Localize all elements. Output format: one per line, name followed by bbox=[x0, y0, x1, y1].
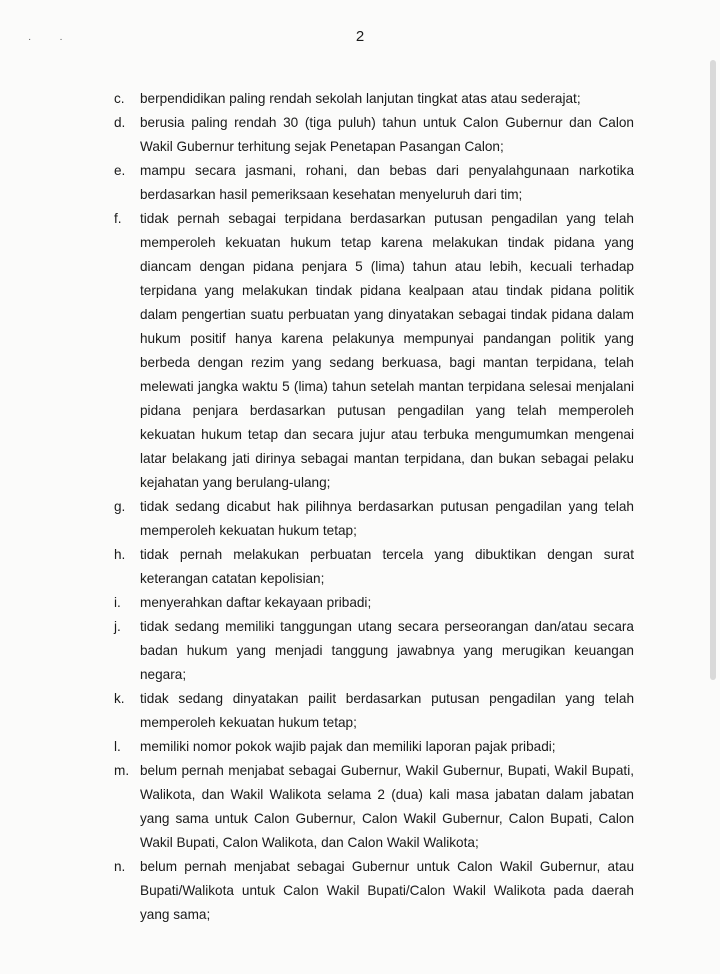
text-line: tidak sedang memiliki tanggungan utang secara perseorangan dan/atau secara bbox=[140, 619, 634, 634]
list-item-marker: j. bbox=[114, 619, 121, 634]
list-item-text bbox=[140, 855, 634, 927]
list-item bbox=[114, 111, 634, 159]
list-item-marker: n. bbox=[114, 859, 126, 874]
text-line: Walikota, dan Wakil Walikota selama 2 (dua) kali masa jabatan dalam jabatan bbox=[140, 787, 634, 802]
list-item-text bbox=[140, 759, 634, 855]
text-line: tidak sedang dicabut hak pilihnya berdasarkan putusan pengadilan yang telah bbox=[140, 499, 634, 514]
list-item-marker: m. bbox=[114, 763, 130, 778]
text-line: yang sama untuk Calon Gubernur, Calon Wakil Gubernur, Calon Bupati, Calon bbox=[140, 811, 634, 826]
text-line: melewati jangka waktu 5 (lima) tahun setelah mantan terpidana selesai menjalani bbox=[140, 379, 634, 394]
text-line: belum pernah menjabat sebagai Gubernur untuk Calon Wakil Gubernur, atau bbox=[140, 859, 634, 874]
scrollbar[interactable] bbox=[710, 60, 716, 680]
text-line: terpidana yang melakukan tindak pidana kealpaan atau tindak pidana politik bbox=[140, 283, 634, 298]
list-item bbox=[114, 543, 634, 591]
list-item bbox=[114, 615, 634, 687]
text-line: kekuatan hukum tetap dan secara jujur atau terbuka mengumumkan mengenai bbox=[140, 427, 634, 442]
list-item bbox=[114, 207, 634, 495]
list-item-text bbox=[140, 495, 634, 543]
text-line: badan hukum yang menjadi tanggung jawabnya yang merugikan keuangan bbox=[140, 643, 634, 658]
text-line: memperoleh kekuatan hukum tetap; bbox=[140, 715, 357, 730]
text-line: memperoleh kekuatan hukum tetap karena melakukan tindak pidana yang bbox=[140, 235, 634, 250]
list-item-marker: g. bbox=[114, 499, 126, 514]
list-item-text bbox=[140, 687, 634, 735]
list-item-marker: k. bbox=[114, 691, 125, 706]
list-item-marker: f. bbox=[114, 211, 122, 226]
list-item bbox=[114, 591, 634, 615]
list-item-text bbox=[140, 159, 634, 207]
text-line: tidak pernah sebagai terpidana berdasarkan putusan pengadilan yang telah bbox=[140, 211, 634, 226]
list-item bbox=[114, 87, 634, 111]
text-line: menyerahkan daftar kekayaan pribadi; bbox=[140, 595, 372, 610]
list-item-text bbox=[140, 591, 634, 615]
text-line: dalam pengertian suatu perbuatan yang dinyatakan sebagai tindak pidana dalam bbox=[140, 307, 634, 322]
text-line: berdasarkan hasil pemeriksaan kesehatan menyeluruh dari tim; bbox=[140, 187, 523, 202]
text-line: memperoleh kekuatan hukum tetap; bbox=[140, 523, 357, 538]
scan-marks: ·· bbox=[28, 34, 91, 45]
text-line: tidak sedang dinyatakan pailit berdasarkan putusan pengadilan yang telah bbox=[140, 691, 634, 706]
text-line: tidak pernah melakukan perbuatan tercela yang dibuktikan dengan surat bbox=[140, 547, 634, 562]
text-line: latar belakang jati dirinya sebagai mantan terpidana, dan bukan sebagai pelaku bbox=[140, 451, 634, 466]
list-item bbox=[114, 687, 634, 735]
list-item-text bbox=[140, 615, 634, 687]
text-line: memiliki nomor pokok wajib pajak dan memiliki laporan pajak pribadi; bbox=[140, 739, 556, 754]
list-item bbox=[114, 495, 634, 543]
list-item bbox=[114, 855, 634, 927]
text-line: berpendidikan paling rendah sekolah lanjutan tingkat atas atau sederajat; bbox=[140, 91, 581, 106]
list-item-text bbox=[140, 87, 634, 111]
text-line: kejahatan yang berulang-ulang; bbox=[140, 475, 331, 490]
list-item-marker: c. bbox=[114, 91, 125, 106]
list-item-marker: h. bbox=[114, 547, 126, 562]
list-item-marker: i. bbox=[114, 595, 121, 610]
list-item-text bbox=[140, 543, 634, 591]
text-line: Wakil Bupati, Calon Walikota, dan Calon Wakil Walikota; bbox=[140, 835, 479, 850]
text-line: hukum positif hanya karena pelakunya mempunyai pandangan politik yang bbox=[140, 331, 634, 346]
text-line: keterangan catatan kepolisian; bbox=[140, 571, 325, 586]
text-line: mampu secara jasmani, rohani, dan bebas dari penyalahgunaan narkotika bbox=[140, 163, 634, 178]
list-item bbox=[114, 735, 634, 759]
text-line: Wakil Gubernur terhitung sejak Penetapan Pasangan Calon; bbox=[140, 139, 504, 154]
text-line: belum pernah menjabat sebagai Gubernur, Wakil Gubernur, Bupati, Wakil Bupati, bbox=[140, 763, 634, 778]
requirements-list bbox=[114, 87, 634, 927]
text-line: Bupati/Walikota untuk Calon Wakil Bupati/Calon Wakil Walikota pada daerah bbox=[140, 883, 634, 898]
text-line: negara; bbox=[140, 667, 187, 682]
list-item bbox=[114, 159, 634, 207]
text-line: yang sama; bbox=[140, 907, 211, 922]
list-item-marker: e. bbox=[114, 163, 126, 178]
list-item-text bbox=[140, 735, 634, 759]
text-line: berbeda dengan rezim yang sedang berkuasa, bagi mantan terpidana, telah bbox=[140, 355, 634, 370]
list-item-text bbox=[140, 111, 634, 159]
text-line: diancam dengan pidana penjara 5 (lima) tahun atau lebih, kecuali terhadap bbox=[140, 259, 634, 274]
page-number: 2 bbox=[355, 28, 365, 45]
list-item-marker: d. bbox=[114, 115, 126, 130]
list-item bbox=[114, 759, 634, 855]
list-item-marker: l. bbox=[114, 739, 121, 754]
list-item-text bbox=[140, 207, 634, 495]
text-line: berusia paling rendah 30 (tiga puluh) tahun untuk Calon Gubernur dan Calon bbox=[140, 115, 634, 130]
text-line: pidana penjara berdasarkan putusan pengadilan yang telah memperoleh bbox=[140, 403, 634, 418]
